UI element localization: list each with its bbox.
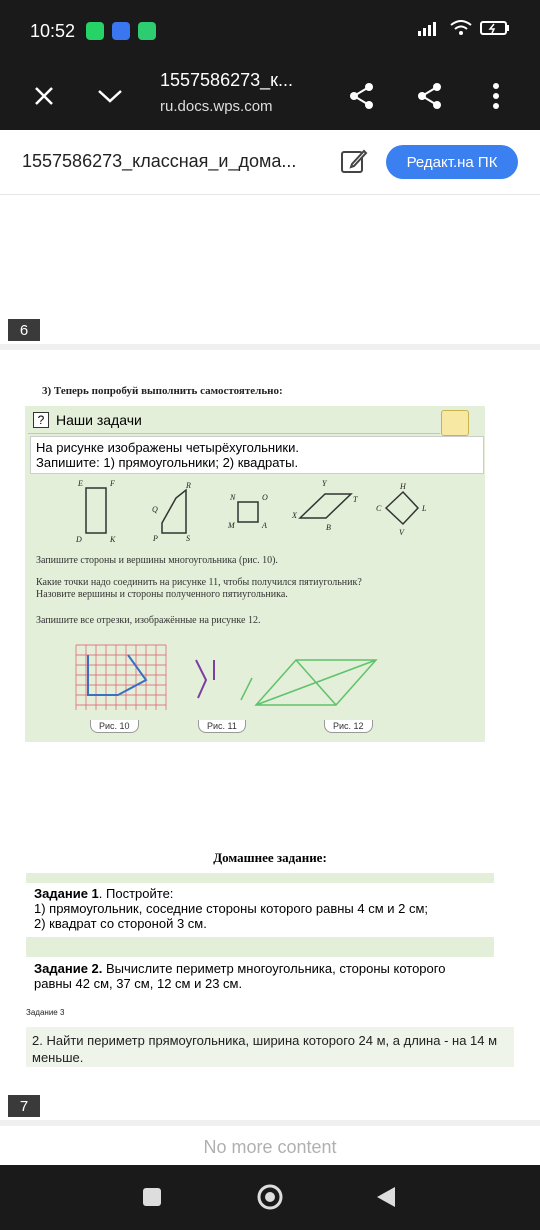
homework-title: Домашнее задание: — [213, 850, 327, 865]
page-separator — [0, 1120, 540, 1126]
back-triangle-icon — [375, 1185, 397, 1209]
point-label: Q — [152, 505, 158, 514]
task-3-text: 2. Найти периметр прямоугольника, ширина которого 24 м, а длина - на 14 м меньше. — [26, 1027, 514, 1067]
task-header — [28, 410, 440, 434]
task-1-line: 2) квадрат со стороной 3 см. — [34, 916, 207, 931]
point-label: A — [262, 521, 267, 530]
question-mark-icon: ? — [33, 412, 49, 428]
task-3-label: Задание 3 — [26, 1008, 65, 1017]
home-button[interactable] — [254, 1181, 286, 1213]
point-label: X — [292, 511, 297, 520]
share-alt-button[interactable] — [410, 76, 450, 116]
page-separator — [0, 344, 540, 350]
close-button[interactable] — [24, 76, 64, 116]
point-label: L — [422, 504, 427, 513]
task-2-title: Задание 2. — [34, 961, 103, 976]
task-1-intro: . Постройте: — [98, 886, 174, 901]
chevron-down-icon — [97, 88, 123, 104]
question-line: Какие точки надо соединить на рисунке 11, чтобы получился пятиугольник? — [36, 577, 362, 588]
point-label: E — [78, 479, 83, 488]
point-label: B — [326, 523, 331, 532]
battery-icon — [480, 20, 510, 36]
status-icons — [418, 20, 510, 36]
page-title: 1557586273_к... — [160, 70, 293, 90]
task-intro — [30, 436, 484, 474]
point-label: D — [76, 535, 82, 544]
homework-task-2 — [26, 937, 494, 997]
point-label: T — [353, 495, 358, 504]
signal-icon — [112, 22, 130, 40]
more-vertical-icon — [492, 83, 500, 109]
point-label: S — [186, 534, 190, 543]
questions-block — [36, 555, 456, 627]
point-label: R — [186, 481, 191, 490]
task-intro-line: На рисунке изображены четырёхугольники. — [36, 440, 299, 455]
share-button[interactable] — [342, 76, 382, 116]
page-number-badge: 7 — [8, 1095, 40, 1117]
task-1-title: Задание 1 — [34, 886, 99, 901]
figure-caption: Рис. 10 — [90, 720, 139, 733]
point-label: N — [230, 493, 236, 502]
browser-toolbar — [0, 62, 540, 130]
point-label: K — [110, 535, 116, 544]
question-line: Запишите все отрезки, изображённые на рисунке 12. — [36, 615, 261, 626]
question-line: Назовите вершины и стороны полученного пятиугольника. — [36, 589, 288, 600]
share-icon — [416, 82, 444, 110]
point-label: Y — [322, 479, 327, 488]
edit-on-pc-button[interactable]: Редакт.на ПК — [386, 145, 518, 179]
point-label: M — [228, 521, 235, 530]
whatsapp-icon — [86, 22, 104, 40]
document-name: 1557586273_классная_и_дома... — [22, 151, 297, 171]
close-icon — [33, 85, 55, 107]
task-2-line: равны 42 см, 37 см, 12 см и 23 см. — [34, 976, 243, 991]
status-time: 10:52 — [30, 21, 76, 41]
task-header-label: Наши задачи — [56, 412, 142, 428]
edit-icon[interactable] — [340, 147, 368, 175]
task-intro-line: Запишите: 1) прямоугольники; 2) квадраты. — [36, 455, 299, 470]
status-bar — [0, 0, 540, 62]
task-2-intro: Вычислите периметр многоугольника, стороны которого — [102, 961, 446, 976]
section-heading: 3) Теперь попробуй выполнить самостоятельно: — [42, 385, 283, 397]
task-1-line: 1) прямоугольник, соседние стороны которого равны 4 см и 2 см; — [34, 901, 429, 916]
share-icon — [348, 82, 376, 110]
more-menu-button[interactable] — [476, 76, 516, 116]
figure-caption: Рис. 12 — [324, 720, 373, 733]
point-label: H — [400, 482, 406, 491]
quadrilaterals-figure — [60, 478, 440, 544]
point-label: C — [376, 504, 382, 513]
phone-icon — [138, 22, 156, 40]
point-label: P — [153, 534, 158, 543]
back-button[interactable] — [370, 1181, 402, 1213]
bee-icon — [441, 410, 469, 436]
point-label: O — [262, 493, 268, 502]
square-icon — [142, 1187, 162, 1207]
point-label: V — [399, 528, 404, 537]
no-more-content-label: No more content — [203, 1137, 337, 1157]
home-circle-icon — [256, 1183, 284, 1211]
document-bar — [0, 130, 540, 195]
page-url: ru.docs.wps.com — [160, 98, 273, 115]
navigation-bar — [0, 1165, 540, 1230]
wifi-icon — [450, 20, 472, 36]
homework-task-1 — [26, 873, 494, 937]
collapse-button[interactable] — [90, 76, 130, 116]
recents-button[interactable] — [136, 1181, 168, 1213]
signal-bars-icon — [418, 20, 442, 36]
page-number-badge: 6 — [8, 319, 40, 341]
figure-caption: Рис. 11 — [198, 720, 246, 733]
point-label: F — [110, 479, 115, 488]
question-line: Запишите стороны и вершины многоугольника (рис. 10). — [36, 555, 278, 566]
